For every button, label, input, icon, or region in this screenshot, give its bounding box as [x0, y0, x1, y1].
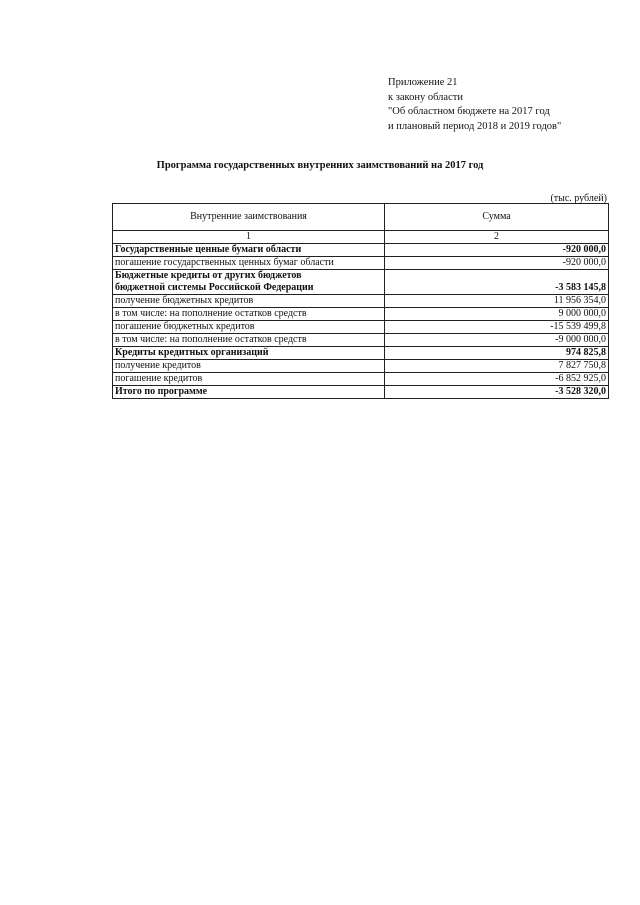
header-borrowings: Внутренние заимствования	[113, 204, 385, 231]
row-label-line: бюджетной системы Российской Федерации	[115, 282, 314, 293]
row-amount: -3 583 145,8	[385, 270, 609, 295]
borrowing-table	[112, 203, 609, 399]
header-amount: Сумма	[385, 204, 609, 231]
document-title: Программа государственных внутренних заимствований на 2017 год	[156, 160, 484, 171]
column-number: 2	[385, 231, 609, 244]
row-label: получение кредитов	[113, 360, 385, 373]
table-row	[113, 270, 609, 295]
table-row	[113, 308, 609, 321]
column-number-row	[113, 231, 609, 244]
appendix-line: к закону области	[388, 91, 463, 103]
row-amount: -6 852 925,0	[385, 373, 609, 386]
units-note: (тыс. рублей)	[550, 193, 607, 204]
table-row	[113, 257, 609, 270]
row-label: получение бюджетных кредитов	[113, 295, 385, 308]
row-amount: 974 825,8	[385, 347, 609, 360]
table-body	[113, 244, 609, 399]
row-amount: 9 000 000,0	[385, 308, 609, 321]
table-row	[113, 360, 609, 373]
appendix-note	[388, 76, 561, 134]
row-label: Государственные ценные бумаги области	[113, 244, 385, 257]
row-label: в том числе: на пополнение остатков средств	[113, 334, 385, 347]
row-amount: -3 528 320,0	[385, 386, 609, 399]
column-number: 1	[113, 231, 385, 244]
appendix-line: "Об областном бюджете на 2017 год	[388, 106, 550, 117]
row-label: погашение бюджетных кредитов	[113, 321, 385, 334]
row-amount: -920 000,0	[385, 244, 609, 257]
header-row	[113, 204, 609, 231]
row-amount: 7 827 750,8	[385, 360, 609, 373]
row-amount: -9 000 000,0	[385, 334, 609, 347]
table-row	[113, 244, 609, 257]
table-row	[113, 386, 609, 399]
row-label: в том числе: на пополнение остатков средств	[113, 308, 385, 321]
table-row	[113, 347, 609, 360]
row-label: Кредиты кредитных организаций	[113, 347, 385, 360]
row-label	[113, 270, 385, 295]
appendix-line: Приложение 21	[388, 77, 458, 88]
row-amount: -920 000,0	[385, 257, 609, 270]
row-label-line: Бюджетные кредиты от других бюджетов	[115, 270, 302, 281]
table-row	[113, 334, 609, 347]
appendix-line: и плановый период 2018 и 2019 годов"	[388, 120, 562, 132]
table-row	[113, 321, 609, 334]
row-label: погашение кредитов	[113, 373, 385, 386]
row-amount: -15 539 499,8	[385, 321, 609, 334]
row-label: погашение государственных ценных бумаг области	[113, 257, 385, 270]
table-row	[113, 295, 609, 308]
row-label: Итого по программе	[113, 386, 385, 399]
table-row	[113, 373, 609, 386]
row-amount: 11 956 354,0	[385, 295, 609, 308]
